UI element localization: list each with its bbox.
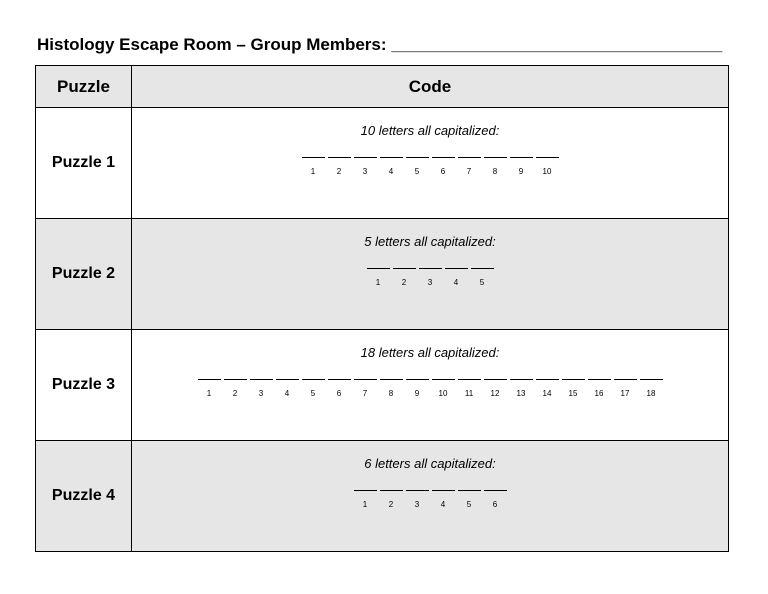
blank-number: 2 (401, 278, 407, 287)
letter-blank[interactable] (484, 151, 507, 177)
blank-underline (198, 379, 221, 380)
code-cell (132, 108, 729, 219)
letter-blank[interactable] (380, 151, 403, 177)
letter-blank[interactable] (380, 484, 403, 510)
blank-underline (640, 379, 663, 380)
blank-underline (510, 379, 533, 380)
answer-blanks[interactable] (132, 373, 728, 399)
blank-number: 1 (362, 500, 368, 509)
blank-number: 1 (206, 389, 212, 398)
blank-number: 7 (362, 389, 368, 398)
blank-number: 9 (518, 167, 524, 176)
blank-number: 13 (516, 389, 526, 398)
blank-underline (458, 490, 481, 491)
letter-blank[interactable] (354, 151, 377, 177)
letter-blank[interactable] (458, 373, 481, 399)
letter-blank[interactable] (536, 373, 559, 399)
answer-blanks[interactable] (132, 151, 728, 177)
blank-number: 5 (479, 278, 485, 287)
letter-blank[interactable] (484, 373, 507, 399)
blank-underline (432, 379, 455, 380)
code-instruction: 10 letters all capitalized: (360, 123, 500, 138)
blank-underline (614, 379, 637, 380)
letter-blank[interactable] (354, 373, 377, 399)
letter-blank[interactable] (198, 373, 221, 399)
letter-blank[interactable] (510, 373, 533, 399)
letter-blank[interactable] (328, 373, 351, 399)
blank-underline (367, 268, 390, 269)
blank-underline (354, 379, 377, 380)
puzzle-name: Puzzle 1 (36, 108, 132, 219)
blank-underline (484, 490, 507, 491)
letter-blank[interactable] (276, 373, 299, 399)
blank-underline (354, 490, 377, 491)
table-row-puzzle-1 (36, 108, 729, 219)
blank-number: 11 (464, 389, 474, 398)
table-row-puzzle-4 (36, 441, 729, 552)
code-instruction: 18 letters all capitalized: (360, 345, 500, 360)
blank-underline (510, 157, 533, 158)
letter-blank[interactable] (588, 373, 611, 399)
blank-underline (354, 157, 377, 158)
letter-blank[interactable] (406, 484, 429, 510)
page-title: Histology Escape Room – Group Members: ___________________________________ (37, 35, 723, 54)
letter-blank[interactable] (432, 484, 455, 510)
blank-underline (432, 157, 455, 158)
blank-number: 15 (568, 389, 578, 398)
blank-underline (302, 157, 325, 158)
blank-number: 6 (492, 500, 498, 509)
letter-blank[interactable] (380, 373, 403, 399)
letter-blank[interactable] (432, 373, 455, 399)
puzzle-name: Puzzle 2 (36, 219, 132, 330)
code-cell (132, 441, 729, 552)
blank-underline (445, 268, 468, 269)
letter-blank[interactable] (367, 262, 390, 288)
letter-blank[interactable] (458, 151, 481, 177)
letter-blank[interactable] (250, 373, 273, 399)
blank-number: 4 (440, 500, 446, 509)
letter-blank[interactable] (406, 373, 429, 399)
letter-blank[interactable] (484, 484, 507, 510)
blank-underline (562, 379, 585, 380)
letter-blank[interactable] (640, 373, 663, 399)
blank-number: 2 (336, 167, 342, 176)
blank-underline (250, 379, 273, 380)
code-cell (132, 330, 729, 441)
blank-underline (380, 490, 403, 491)
table-row-puzzle-3 (36, 330, 729, 441)
letter-blank[interactable] (432, 151, 455, 177)
letter-blank[interactable] (471, 262, 494, 288)
letter-blank[interactable] (458, 484, 481, 510)
blank-number: 1 (310, 167, 316, 176)
letter-blank[interactable] (419, 262, 442, 288)
table-header-row (36, 66, 729, 108)
blank-number: 5 (466, 500, 472, 509)
blank-underline (419, 268, 442, 269)
blank-number: 10 (438, 389, 448, 398)
blank-underline (484, 157, 507, 158)
blank-number: 9 (414, 389, 420, 398)
blank-underline (224, 379, 247, 380)
blank-underline (458, 379, 481, 380)
blank-number: 4 (453, 278, 459, 287)
letter-blank[interactable] (302, 151, 325, 177)
blank-number: 2 (388, 500, 394, 509)
blank-underline (458, 157, 481, 158)
blank-underline (380, 379, 403, 380)
blank-number: 3 (414, 500, 420, 509)
blank-number: 2 (232, 389, 238, 398)
blank-underline (432, 490, 455, 491)
blank-underline (328, 157, 351, 158)
blank-number: 1 (375, 278, 381, 287)
puzzle-name: Puzzle 3 (36, 330, 132, 441)
letter-blank[interactable] (445, 262, 468, 288)
blank-underline (471, 268, 494, 269)
blank-underline (328, 379, 351, 380)
code-instruction: 6 letters all capitalized: (364, 456, 496, 471)
letter-blank[interactable] (224, 373, 247, 399)
column-header-code: Code (132, 66, 729, 108)
blank-underline (406, 490, 429, 491)
blank-number: 7 (466, 167, 472, 176)
letter-blank[interactable] (562, 373, 585, 399)
table-row-puzzle-2 (36, 219, 729, 330)
blank-number: 4 (388, 167, 394, 176)
blank-number: 6 (336, 389, 342, 398)
blank-number: 4 (284, 389, 290, 398)
blank-underline (302, 379, 325, 380)
letter-blank[interactable] (536, 151, 559, 177)
blank-underline (380, 157, 403, 158)
blank-number: 6 (440, 167, 446, 176)
blank-number: 18 (646, 389, 656, 398)
blank-number: 10 (542, 167, 552, 176)
puzzle-table (35, 65, 729, 552)
blank-number: 5 (310, 389, 316, 398)
blank-underline (276, 379, 299, 380)
blank-number: 3 (427, 278, 433, 287)
column-header-puzzle: Puzzle (36, 66, 132, 108)
answer-blanks[interactable] (132, 484, 728, 510)
letter-blank[interactable] (302, 373, 325, 399)
letter-blank[interactable] (614, 373, 637, 399)
letter-blank[interactable] (393, 262, 416, 288)
blank-number: 17 (620, 389, 630, 398)
blank-number: 8 (492, 167, 498, 176)
letter-blank[interactable] (354, 484, 377, 510)
blank-underline (406, 379, 429, 380)
blank-number: 3 (258, 389, 264, 398)
blank-underline (406, 157, 429, 158)
blank-number: 14 (542, 389, 552, 398)
blank-number: 8 (388, 389, 394, 398)
blank-number: 12 (490, 389, 500, 398)
blank-number: 5 (414, 167, 420, 176)
blank-number: 16 (594, 389, 604, 398)
puzzle-name: Puzzle 4 (36, 441, 132, 552)
code-cell (132, 219, 729, 330)
blank-underline (588, 379, 611, 380)
blank-underline (536, 379, 559, 380)
letter-blank[interactable] (406, 151, 429, 177)
answer-blanks[interactable] (132, 262, 728, 288)
code-instruction: 5 letters all capitalized: (364, 234, 496, 249)
blank-number: 3 (362, 167, 368, 176)
blank-underline (484, 379, 507, 380)
blank-underline (536, 157, 559, 158)
letter-blank[interactable] (328, 151, 351, 177)
letter-blank[interactable] (510, 151, 533, 177)
blank-underline (393, 268, 416, 269)
